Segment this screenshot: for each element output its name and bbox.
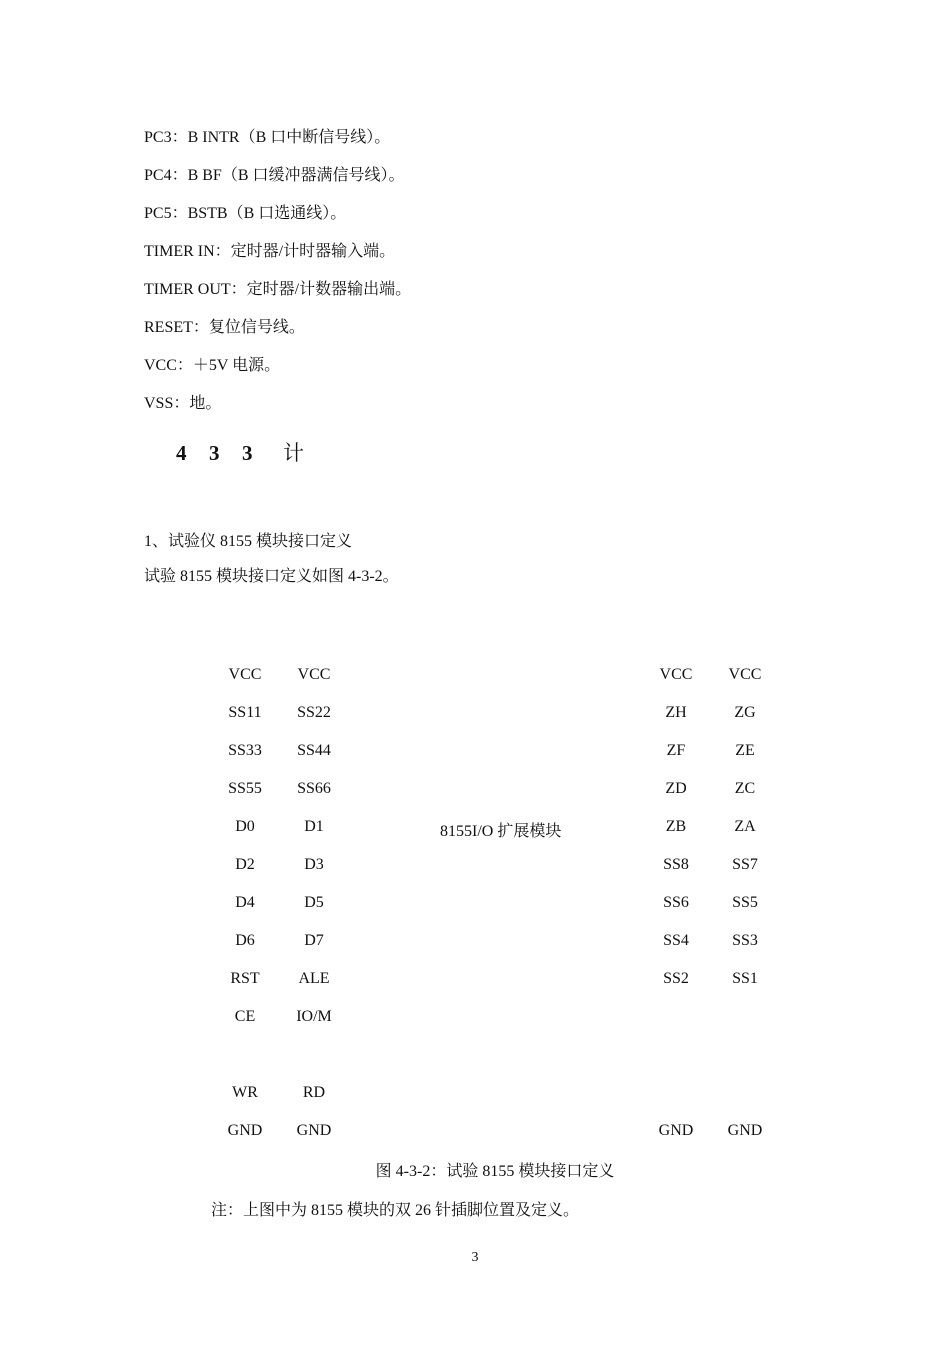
left-pin-label: GND	[296, 1122, 332, 1139]
right-pin-label: ZH	[665, 704, 687, 721]
right-pin-label: ZC	[734, 780, 756, 797]
figure-note: 注：上图中为 8155 模块的双 26 针插脚位置及定义。	[211, 1202, 580, 1219]
module-label: 8155I/O 扩展模块	[440, 823, 562, 840]
left-pin-label: SS55	[228, 780, 262, 797]
subsection-title: 1、试验仪 8155 模块接口定义	[144, 533, 353, 550]
figure-caption: 图 4-3-2：试验 8155 模块接口定义	[375, 1163, 615, 1180]
right-pin-label: ZA	[734, 818, 756, 835]
left-pin-label: GND	[227, 1122, 263, 1139]
pin-line-pc3: PC3：B INTR（B 口中断信号线）。	[144, 129, 391, 146]
left-pin-label: SS22	[297, 704, 331, 721]
heading-number-3: 3	[242, 441, 253, 465]
left-pin-label: CE	[234, 1008, 256, 1025]
right-pin-label: SS5	[732, 894, 758, 911]
pin-line-vcc: VCC：＋5V 电源。	[144, 357, 281, 374]
left-pin-label: RST	[230, 970, 260, 987]
right-pin-label: SS2	[663, 970, 689, 987]
left-pin-label: D5	[304, 894, 324, 911]
left-pin-label: D1	[304, 818, 324, 835]
right-pin-label: VCC	[659, 666, 693, 683]
right-pin-label: ZE	[735, 742, 755, 759]
left-pin-label: D4	[235, 894, 255, 911]
right-pin-label: ZD	[665, 780, 687, 797]
right-pin-label: SS1	[732, 970, 758, 987]
left-pin-label: SS11	[228, 704, 262, 721]
right-pin-label: SS3	[732, 932, 758, 949]
right-pin-label: SS8	[663, 856, 689, 873]
heading-number-1: 4	[176, 441, 187, 465]
left-pin-label: SS33	[228, 742, 262, 759]
subsection-intro: 试验 8155 模块接口定义如图 4-3-2。	[144, 568, 399, 585]
left-pin-label: SS66	[297, 780, 331, 797]
right-pin-label: ZF	[666, 742, 686, 759]
heading-number-2: 3	[209, 441, 220, 465]
right-pin-label: SS7	[732, 856, 758, 873]
pin-line-timer-out: TIMER OUT：定时器/计数器输出端。	[144, 281, 412, 298]
right-pin-label: GND	[727, 1122, 763, 1139]
left-pin-label: D6	[235, 932, 255, 949]
left-pin-label: WR	[232, 1084, 258, 1101]
right-pin-label: ZB	[665, 818, 687, 835]
left-pin-label: ALE	[298, 970, 330, 987]
right-pin-label: GND	[658, 1122, 694, 1139]
right-pin-label: SS4	[663, 932, 689, 949]
pin-line-pc4: PC4：B BF（B 口缓冲器满信号线）。	[144, 167, 405, 184]
page-number: 3	[471, 1250, 479, 1265]
left-pin-label: D7	[304, 932, 324, 949]
left-pin-label: SS44	[297, 742, 331, 759]
pin-line-pc5: PC5：BSTB（B 口选通线）。	[144, 205, 347, 222]
right-pin-label: ZG	[734, 704, 756, 721]
left-pin-label: D3	[304, 856, 324, 873]
heading-title: 计	[283, 441, 304, 465]
left-pin-label: D0	[235, 818, 255, 835]
section-heading	[176, 437, 316, 467]
right-pin-label: VCC	[728, 666, 762, 683]
left-pin-label: RD	[302, 1084, 326, 1101]
pin-line-vss: VSS：地。	[144, 395, 222, 412]
left-pin-label: D2	[235, 856, 255, 873]
pin-line-timer-in: TIMER IN：定时器/计时器输入端。	[144, 243, 396, 260]
left-pin-label: IO/M	[296, 1008, 332, 1025]
left-pin-label: VCC	[297, 666, 331, 683]
left-pin-label: VCC	[228, 666, 262, 683]
right-pin-label: SS6	[663, 894, 689, 911]
pin-line-reset: RESET：复位信号线。	[144, 319, 305, 336]
